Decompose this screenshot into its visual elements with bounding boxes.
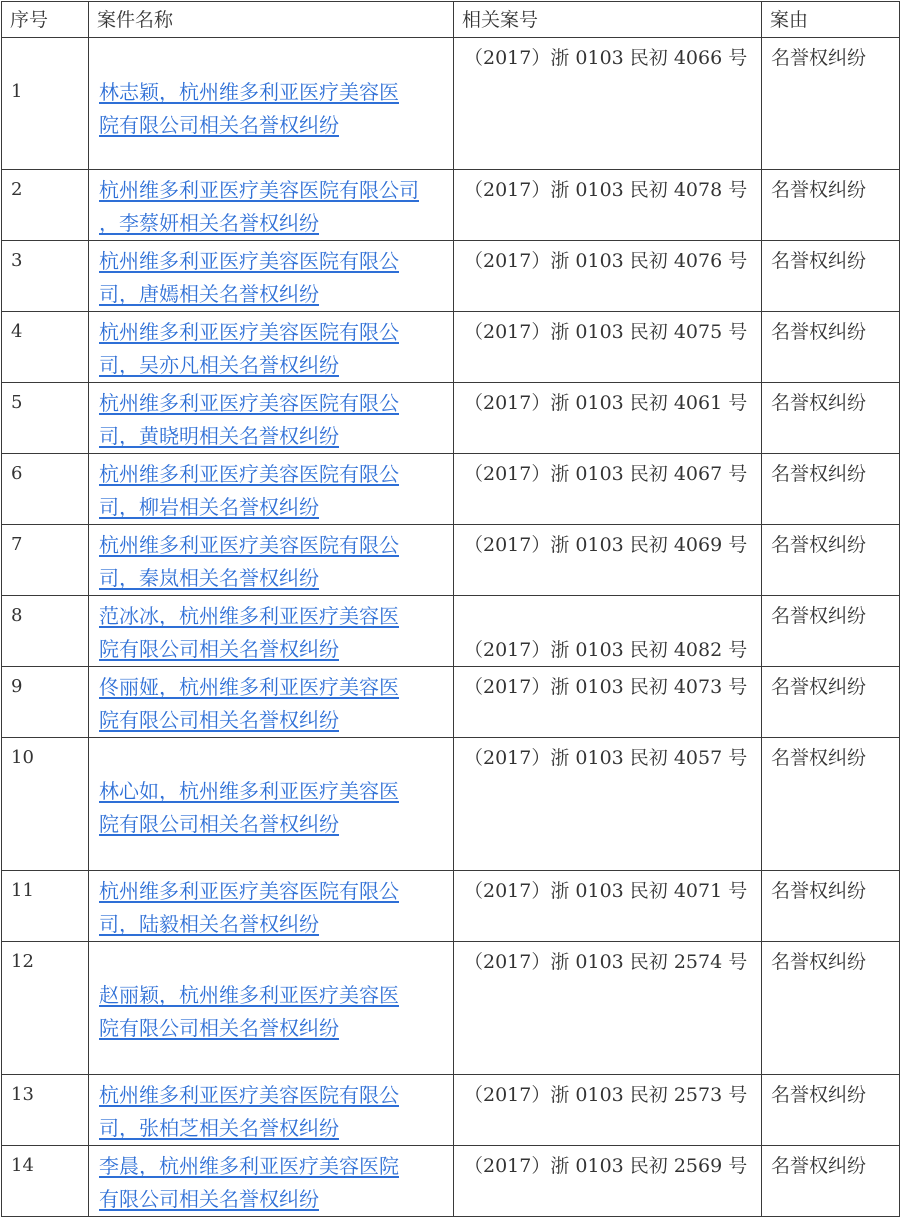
row-index-text: 6: [11, 463, 23, 484]
case-number: （2017）浙 0103 民初 4069 号: [464, 534, 748, 556]
row-index-text: 2: [11, 179, 23, 200]
table-row: [2, 667, 900, 738]
case-name-cell: [89, 312, 454, 383]
case-number-cell: [454, 38, 762, 170]
header-case-number: 相关案号: [454, 2, 762, 38]
case-number: （2017）浙 0103 民初 2573 号: [464, 1084, 748, 1106]
case-reason-cell: [762, 383, 900, 454]
case-reason-cell: [762, 1075, 900, 1146]
case-name-cell: [89, 1075, 454, 1146]
case-name-link[interactable]: 司，秦岚相关名誉权纠纷: [99, 566, 319, 590]
case-number-cell: [454, 1075, 762, 1146]
case-name-link[interactable]: 司，黄晓明相关名誉权纠纷: [99, 424, 339, 448]
table-row: [2, 312, 900, 383]
case-table: [1, 1, 900, 1217]
row-index: [2, 1146, 89, 1217]
row-index: [2, 525, 89, 596]
case-number-cell: [454, 942, 762, 1075]
row-index: [2, 667, 89, 738]
case-table-body: [2, 38, 900, 1217]
row-index-text: 3: [11, 250, 23, 271]
case-reason: 名誉权纠纷: [771, 1084, 867, 1106]
case-name-link[interactable]: 院有限公司相关名誉权纠纷: [99, 637, 339, 661]
case-reason-cell: [762, 38, 900, 170]
case-name-link[interactable]: 杭州维多利亚医疗美容医院有限公: [99, 462, 399, 486]
row-index-text: 9: [11, 676, 23, 697]
case-name-link[interactable]: 杭州维多利亚医疗美容医院有限公: [99, 1083, 399, 1107]
case-reason: 名誉权纠纷: [771, 534, 867, 556]
case-reason-cell: [762, 596, 900, 667]
case-name-link[interactable]: ，李蔡妍相关名誉权纠纷: [99, 211, 319, 235]
row-index-text: 14: [11, 1155, 34, 1176]
case-reason: 名誉权纠纷: [771, 250, 867, 272]
header-row: [2, 2, 900, 38]
case-number-cell: [454, 667, 762, 738]
case-reason: 名誉权纠纷: [771, 676, 867, 698]
case-name-cell: [89, 667, 454, 738]
case-reason: 名誉权纠纷: [771, 951, 867, 973]
case-reason-cell: [762, 454, 900, 525]
case-reason-cell: [762, 525, 900, 596]
case-name-link[interactable]: 院有限公司相关名誉权纠纷: [99, 812, 339, 836]
header-reason: 案由: [762, 2, 900, 38]
case-name-cell: [89, 454, 454, 525]
case-number: （2017）浙 0103 民初 4057 号: [464, 747, 748, 769]
case-name-link[interactable]: 杭州维多利亚医疗美容医院有限公: [99, 391, 399, 415]
case-reason-cell: [762, 312, 900, 383]
case-name-link[interactable]: 有限公司相关名誉权纠纷: [99, 1187, 319, 1211]
header-index: 序号: [2, 2, 89, 38]
case-name-cell: [89, 170, 454, 241]
row-index: [2, 942, 89, 1075]
case-name-link[interactable]: 范冰冰，杭州维多利亚医疗美容医: [99, 604, 399, 628]
case-name-link[interactable]: 杭州维多利亚医疗美容医院有限公: [99, 533, 399, 557]
case-number: （2017）浙 0103 民初 4071 号: [464, 880, 748, 902]
case-name-cell: [89, 738, 454, 871]
row-index: [2, 596, 89, 667]
case-name-link[interactable]: 司，陆毅相关名誉权纠纷: [99, 912, 319, 936]
table-row: [2, 525, 900, 596]
case-number-cell: [454, 241, 762, 312]
table-row: [2, 738, 900, 871]
case-name-cell: [89, 596, 454, 667]
table-row: [2, 596, 900, 667]
row-index: [2, 38, 89, 170]
table-row: [2, 38, 900, 170]
row-index-text: 7: [11, 534, 23, 555]
row-index: [2, 1075, 89, 1146]
case-reason: 名誉权纠纷: [771, 747, 867, 769]
header-case-name: 案件名称: [89, 2, 454, 38]
case-reason-cell: [762, 942, 900, 1075]
case-reason-cell: [762, 667, 900, 738]
case-name-link[interactable]: 林心如，杭州维多利亚医疗美容医: [99, 779, 399, 803]
row-index-text: 4: [11, 321, 23, 342]
case-reason-cell: [762, 738, 900, 871]
case-number: （2017）浙 0103 民初 4061 号: [464, 392, 748, 414]
case-reason-cell: [762, 241, 900, 312]
case-reason: 名誉权纠纷: [771, 1155, 867, 1177]
case-number-cell: [454, 454, 762, 525]
case-name-link[interactable]: 佟丽娅，杭州维多利亚医疗美容医: [99, 675, 399, 699]
case-name-link[interactable]: 林志颖，杭州维多利亚医疗美容医: [99, 80, 399, 104]
row-index: [2, 170, 89, 241]
case-name-cell: [89, 241, 454, 312]
case-name-link[interactable]: 杭州维多利亚医疗美容医院有限公司: [99, 178, 419, 202]
case-name-link[interactable]: 院有限公司相关名誉权纠纷: [99, 113, 339, 137]
case-name-link[interactable]: 杭州维多利亚医疗美容医院有限公: [99, 320, 399, 344]
case-name-link[interactable]: 赵丽颖，杭州维多利亚医疗美容医: [99, 983, 399, 1007]
row-index-text: 11: [11, 880, 34, 901]
case-name-link[interactable]: 司，张柏芝相关名誉权纠纷: [99, 1116, 339, 1140]
case-name-link[interactable]: 司，柳岩相关名誉权纠纷: [99, 495, 319, 519]
case-name-cell: [89, 1146, 454, 1217]
case-number: （2017）浙 0103 民初 4067 号: [464, 463, 748, 485]
row-index-text: 1: [11, 81, 23, 102]
case-number: （2017）浙 0103 民初 4066 号: [464, 47, 748, 69]
table-row: [2, 1075, 900, 1146]
case-reason: 名誉权纠纷: [771, 880, 867, 902]
case-name-cell: [89, 383, 454, 454]
case-number-cell: [454, 871, 762, 942]
case-number: （2017）浙 0103 民初 4073 号: [464, 676, 748, 698]
row-index: [2, 312, 89, 383]
case-name-link[interactable]: 司，吴亦凡相关名誉权纠纷: [99, 353, 339, 377]
case-name-link[interactable]: 杭州维多利亚医疗美容医院有限公: [99, 879, 399, 903]
case-name-link[interactable]: 院有限公司相关名誉权纠纷: [99, 708, 339, 732]
row-index-text: 5: [11, 392, 23, 413]
case-number-cell: [454, 312, 762, 383]
case-number: （2017）浙 0103 民初 4075 号: [464, 321, 748, 343]
row-index-text: 12: [11, 951, 34, 972]
case-name-link[interactable]: 司，唐嫣相关名誉权纠纷: [99, 282, 319, 306]
table-row: [2, 241, 900, 312]
case-reason-cell: [762, 1146, 900, 1217]
case-name-cell: [89, 38, 454, 170]
row-index: [2, 738, 89, 871]
case-number-cell: [454, 1146, 762, 1217]
case-reason: 名誉权纠纷: [771, 321, 867, 343]
case-number: （2017）浙 0103 民初 4076 号: [464, 250, 748, 272]
case-name-cell: [89, 525, 454, 596]
case-number: （2017）浙 0103 民初 2569 号: [464, 1155, 748, 1177]
table-row: [2, 1146, 900, 1217]
case-number-cell: [454, 596, 762, 667]
table-row: [2, 170, 900, 241]
table-row: [2, 942, 900, 1075]
row-index-text: 10: [11, 747, 34, 768]
table-row: [2, 383, 900, 454]
case-name-link[interactable]: 杭州维多利亚医疗美容医院有限公: [99, 249, 399, 273]
case-reason-cell: [762, 170, 900, 241]
case-name-link[interactable]: 院有限公司相关名誉权纠纷: [99, 1016, 339, 1040]
case-name-cell: [89, 871, 454, 942]
case-reason: 名誉权纠纷: [771, 605, 867, 627]
case-number: （2017）浙 0103 民初 4078 号: [464, 179, 748, 201]
table-row: [2, 454, 900, 525]
row-index: [2, 871, 89, 942]
table-row: [2, 871, 900, 942]
row-index-text: 8: [11, 605, 23, 626]
row-index: [2, 454, 89, 525]
case-number: （2017）浙 0103 民初 2574 号: [464, 951, 748, 973]
case-reason-cell: [762, 871, 900, 942]
case-name-cell: [89, 942, 454, 1075]
case-number-cell: [454, 170, 762, 241]
case-reason: 名誉权纠纷: [771, 463, 867, 485]
row-index: [2, 383, 89, 454]
case-number-cell: [454, 525, 762, 596]
case-reason: 名誉权纠纷: [771, 47, 867, 69]
row-index-text: 13: [11, 1084, 34, 1105]
case-number-cell: [454, 383, 762, 454]
case-number: （2017）浙 0103 民初 4082 号: [464, 639, 748, 661]
case-name-link[interactable]: 李晨，杭州维多利亚医疗美容医院: [99, 1154, 399, 1178]
row-index: [2, 241, 89, 312]
case-reason: 名誉权纠纷: [771, 179, 867, 201]
case-number-cell: [454, 738, 762, 871]
case-reason: 名誉权纠纷: [771, 392, 867, 414]
